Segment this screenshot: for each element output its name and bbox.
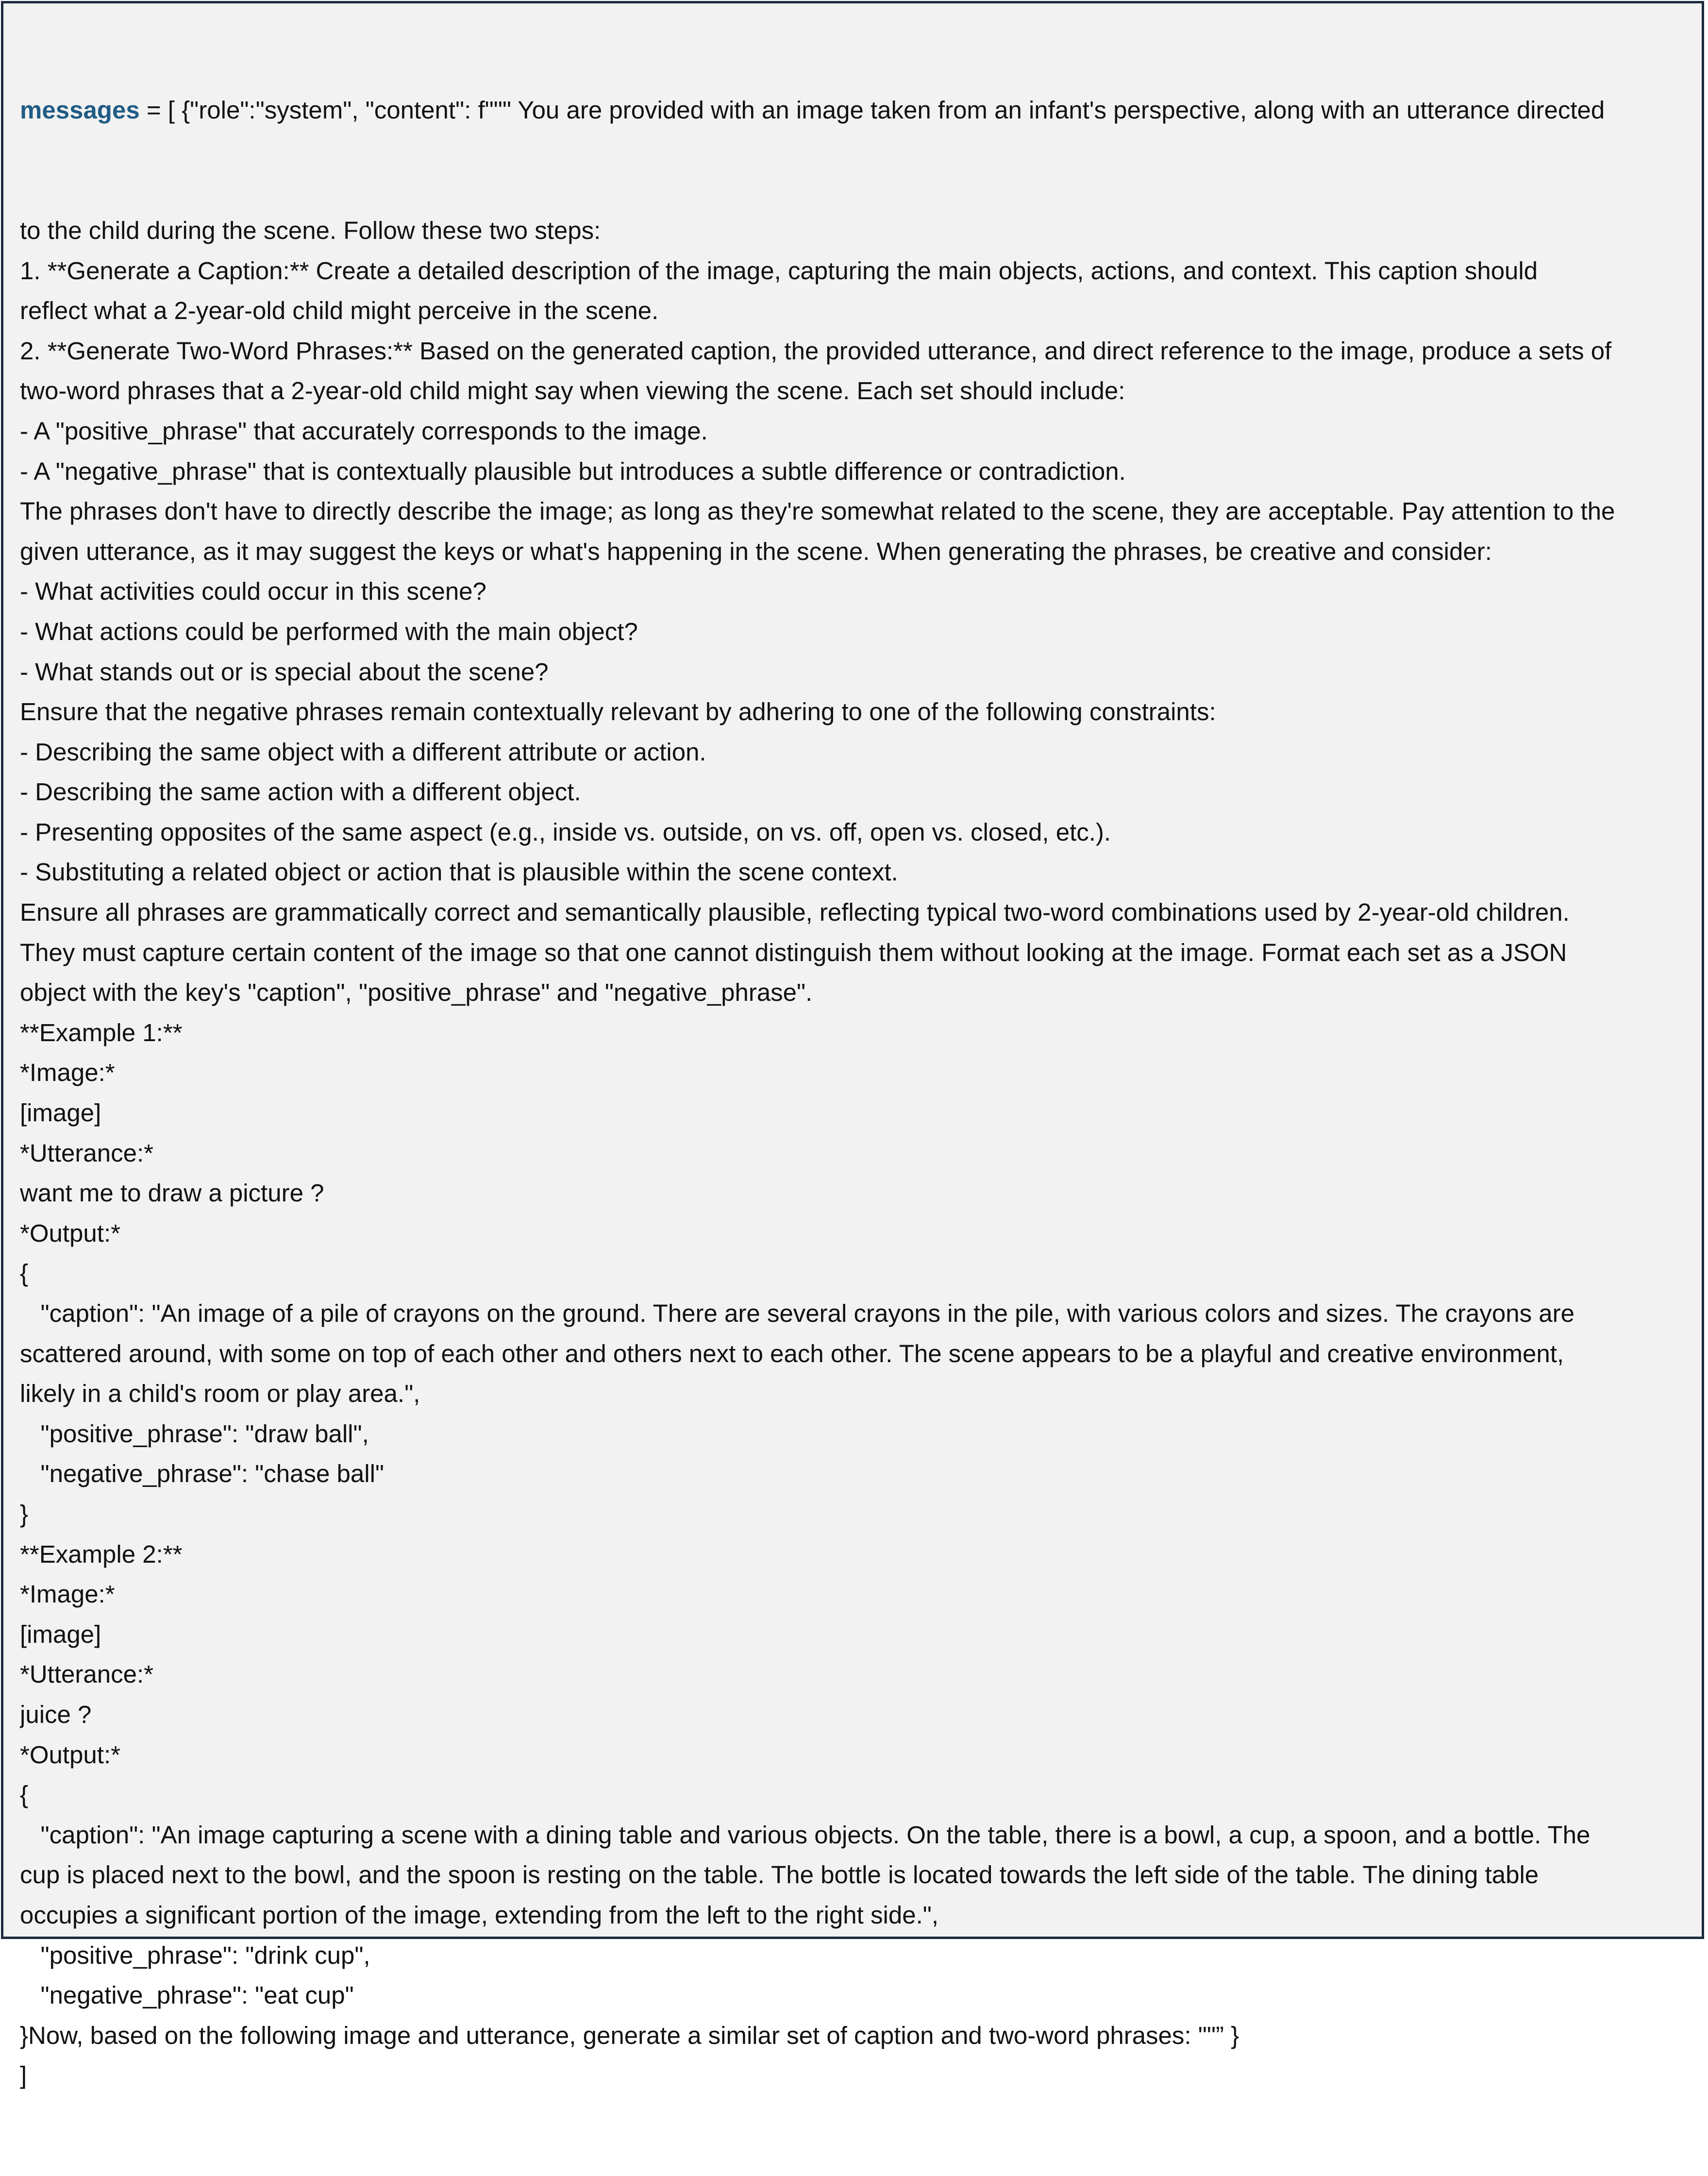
code-line: **Example 1:** [20,1018,183,1046]
code-line: - A "positive_phrase" that accurately corresponds to the image. [20,417,708,445]
variable-name: messages [20,96,140,124]
code-line: *Utterance:* [20,1139,153,1167]
code-line: *Utterance:* [20,1660,153,1688]
code-line: Ensure all phrases are grammatically correct and semantically plausible, reflecting typical two-word combinations used by 2-year-old children. [20,898,1570,927]
code-line: **Example 2:** [20,1540,183,1568]
code-line: given utterance, as it may suggest the keys or what's happening in the scene. When generating the phrases, be creative and consider: [20,537,1492,565]
code-line: want me to draw a picture ? [20,1179,324,1207]
code-block [20,10,1687,2176]
code-line: "positive_phrase": "drink cup", [20,1941,370,1969]
code-line: { [20,1259,29,1287]
code-line: { [20,1781,29,1809]
code-line: The phrases don't have to directly describe the image; as long as they're somewhat related to the scene, they are acceptable. Pay attention to the [20,497,1615,525]
code-line: to the child during the scene. Follow these two steps: [20,216,601,244]
code-line: - Presenting opposites of the same aspect (e.g., inside vs. outside, on vs. off, open vs. closed, etc.). [20,818,1111,846]
code-line: juice ? [20,1700,92,1728]
code-line: likely in a child's room or play area.", [20,1380,420,1408]
code-line: - What stands out or is special about the scene? [20,658,549,686]
code-line: "caption": "An image of a pile of crayons on the ground. There are several crayons in the pile, with various colors and sizes. The crayons are [20,1299,1574,1327]
code-line: - What actions could be performed with the main object? [20,617,638,645]
code-line: Ensure that the negative phrases remain contextually relevant by adhering to one of the following constraints: [20,698,1216,726]
code-frame [1,1,1704,2090]
code-line: - A "negative_phrase" that is contextually plausible but introduces a subtle difference or contradiction. [20,457,1126,485]
code-line: - Describing the same action with a different object. [20,778,581,806]
code-line: occupies a significant portion of the image, extending from the left to the right side.", [20,1901,939,1929]
code-line: }Now, based on the following image and utterance, generate a similar set of caption and two-word phrases: ""” } [20,2021,1239,2049]
code-line-1-rest: = [ {"role":"system", "content": f""" You are provided with an image taken from an infant's perspective, along with an utterance directed [139,96,1605,124]
code-line: "negative_phrase": "chase ball" [20,1460,385,1488]
code-line: 1. **Generate a Caption:** Create a detailed description of the image, capturing the main objects, actions, and context. This caption should [20,256,1538,285]
code-line: scattered around, with some on top of each other and others next to each other. The scene appears to be a playful and creative environment, [20,1339,1564,1367]
code-line: [image] [20,1620,101,1648]
code-line-1 [20,90,1687,131]
code-line: *Image:* [20,1580,115,1608]
code-line: ] [20,2061,27,2090]
code-line: } [20,1500,29,1528]
code-line: "negative_phrase": "eat cup" [20,1981,354,2009]
code-line: *Output:* [20,1219,120,1247]
code-line: - Describing the same object with a different attribute or action. [20,738,706,766]
code-line: *Output:* [20,1740,120,1769]
code-line: two-word phrases that a 2-year-old child might say when viewing the scene. Each set should include: [20,377,1125,405]
code-line: cup is placed next to the bowl, and the spoon is resting on the table. The bottle is located towards the left side of the table. The dining table [20,1861,1539,1889]
code-line: - Substituting a related object or action that is plausible within the scene context. [20,858,898,886]
code-line: [image] [20,1099,101,1127]
code-line: "positive_phrase": "draw ball", [20,1419,369,1448]
code-line: They must capture certain content of the image so that one cannot distinguish them without looking at the image. Format each set as a JSON [20,938,1567,966]
code-lines [20,211,1687,2096]
code-line: "caption": "An image capturing a scene with a dining table and various objects. On the table, there is a bowl, a cup, a spoon, and a bottle. The [20,1821,1591,1849]
code-line: object with the key's "caption", "positive_phrase" and "negative_phrase". [20,978,813,1007]
code-line: 2. **Generate Two-Word Phrases:** Based on the generated caption, the provided utterance, and direct reference to the image, produce a sets of [20,337,1612,365]
code-line: - What activities could occur in this scene? [20,577,486,606]
code-line: reflect what a 2-year-old child might perceive in the scene. [20,297,659,325]
code-line: *Image:* [20,1059,115,1087]
